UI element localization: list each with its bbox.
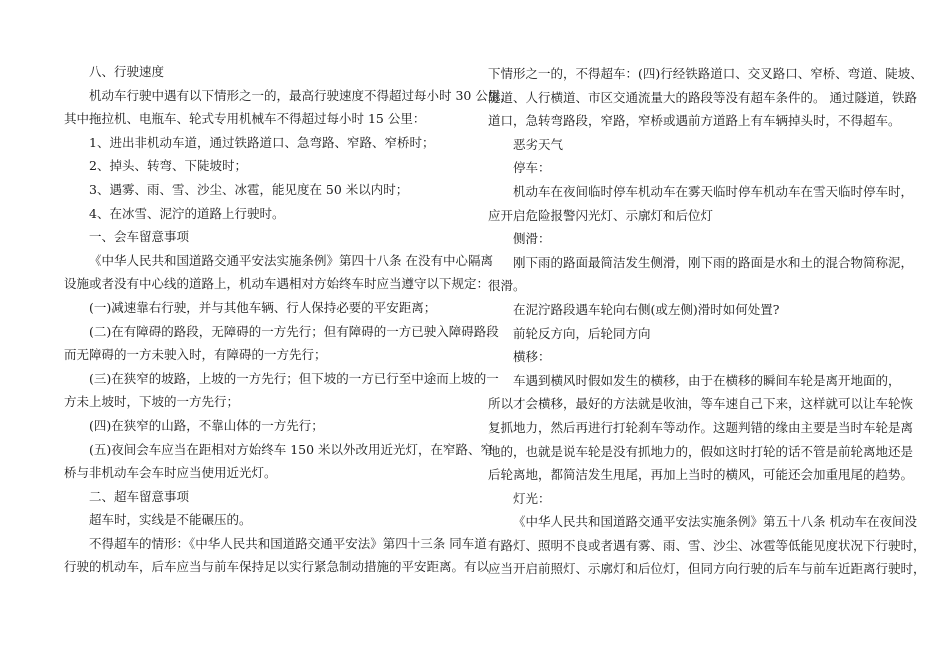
- text-line: 行驶的机动车，后车应当与前车保持足以实行紧急制动措施的平安距离。有以: [64, 559, 490, 575]
- right-text-column: [488, 62, 926, 581]
- text-line: 机动车在夜间临时停车机动车在雾天临时停车机动车在雪天临时停车时，: [513, 183, 914, 199]
- text-line: 刚下雨的路面最简洁发生侧滑，刚下雨的路面是水和土的混合物简称泥，: [513, 254, 914, 270]
- text-line: 下情形之一的，不得超车：(四)行经铁路道口、交叉路口、窄桥、弯道、陡坡、: [488, 66, 923, 81]
- text-line: (三)在狭窄的坡路，上坡的一方先行；但下坡的一方已行至中途而上坡的一: [89, 370, 499, 386]
- text-line: 2、掉头、转弯、下陡坡时；: [89, 158, 247, 174]
- text-line: 有路灯、照明不良或者遇有雾、雨、雪、沙尘、冰雹等低能见度状况下行驶时，: [488, 537, 926, 553]
- text-line: 不得超车的情形：《中华人民共和国道路交通平安法》第四十三条 同车道: [89, 535, 487, 551]
- text-line: 车遇到横风时假如发生的横移，由于在横移的瞬间车轮是离开地面的，: [513, 372, 901, 388]
- text-line: 超车时，实线是不能碾压的。: [89, 512, 252, 528]
- text-line: 一、会车留意事项: [89, 229, 190, 245]
- text-line: (一)减速靠右行驶，并与其他车辆、行人保持必要的平安距离；: [89, 299, 437, 315]
- text-line: 地的，也就是说车轮是没有抓地力的，假如这时打轮的话不管是前轮离地还是: [488, 443, 914, 459]
- text-line: 灯光：: [513, 490, 551, 506]
- text-line: (五)夜间会车应当在距相对方始终车 150 米以外改用近光灯，在窄路、窄: [89, 441, 494, 457]
- text-line: 《中华人民共和国道路交通平安法实施条例》第五十八条 机动车在夜间没: [513, 514, 917, 530]
- text-line: 3、遇雾、雨、雪、沙尘、冰雹，能见度在 50 米以内时；: [89, 181, 409, 197]
- text-line: 《中华人民共和国道路交通平安法实施条例》第四十八条 在没有中心隔离: [89, 252, 493, 268]
- text-line: 其中拖拉机、电瓶车、轮式专用机械车不得超过每小时 15 公里：: [64, 111, 426, 127]
- text-line: 桥与非机动车会车时应当使用近光灯。: [64, 465, 277, 481]
- text-line: 而无障碍的一方未驶入时，有障碍的一方先行；: [64, 347, 327, 363]
- text-line: 道口，急转弯路段，窄路，窄桥或遇前方道路上有车辆掉头时，不得超车。: [488, 113, 901, 129]
- text-line: 隧道、人行横道、市区交通流量大的路段等没有超车条件的。 通过隧道，铁路: [488, 89, 917, 105]
- text-line: 八、行驶速度: [89, 64, 165, 79]
- text-line: 应开启危险报警闪光灯、示廓灯和后位灯: [488, 207, 714, 223]
- text-line: (二)在有障碍的路段，无障碍的一方先行；但有障碍的一方已驶入障碍路段: [89, 323, 499, 339]
- text-line: (四)在狭窄的山路，不靠山体的一方先行；: [89, 417, 324, 433]
- text-line: 所以才会横移，最好的方法就是收油，等车速自己下来，这样就可以让车轮恢: [488, 396, 914, 412]
- text-line: 后轮离地，都简洁发生甩尾，再加上当时的横风，可能还会加重甩尾的趋势。: [488, 467, 914, 483]
- text-line: 方未上坡时，下坡的一方先行；: [64, 394, 240, 410]
- text-line: 应当开启前照灯、示廓灯和后位灯，但同方向行驶的后车与前车近距离行驶时，: [488, 561, 926, 577]
- text-line: 恶劣天气: [513, 136, 564, 152]
- text-line: 二、超车留意事项: [89, 488, 190, 504]
- text-line: 横移：: [513, 349, 551, 365]
- text-line: 机动车行驶中遇有以下情形之一的，最高行驶速度不得超过每小时 30 公里，: [89, 87, 513, 103]
- text-line: 1、进出非机动车道，通过铁路道口、急弯路、窄路、窄桥时；: [89, 134, 435, 150]
- text-line: 复抓地力，然后再进行打轮刹车等动作。这题判错的缘由主要是当时车轮是离: [488, 419, 914, 435]
- text-line: 设施或者没有中心线的道路上，机动车遇相对方始终车时应当遵守以下规定：: [64, 276, 490, 292]
- text-line: 在泥泞路段遇车轮向右侧(或左侧)滑时如何处置?: [513, 301, 780, 317]
- text-line: 停车：: [513, 160, 551, 176]
- text-line: 侧滑：: [513, 231, 551, 247]
- text-line: 前轮反方向，后轮同方向: [513, 325, 651, 341]
- text-line: 很滑。: [488, 278, 526, 294]
- text-line: 4、在冰雪、泥泞的道路上行驶时。: [89, 205, 285, 221]
